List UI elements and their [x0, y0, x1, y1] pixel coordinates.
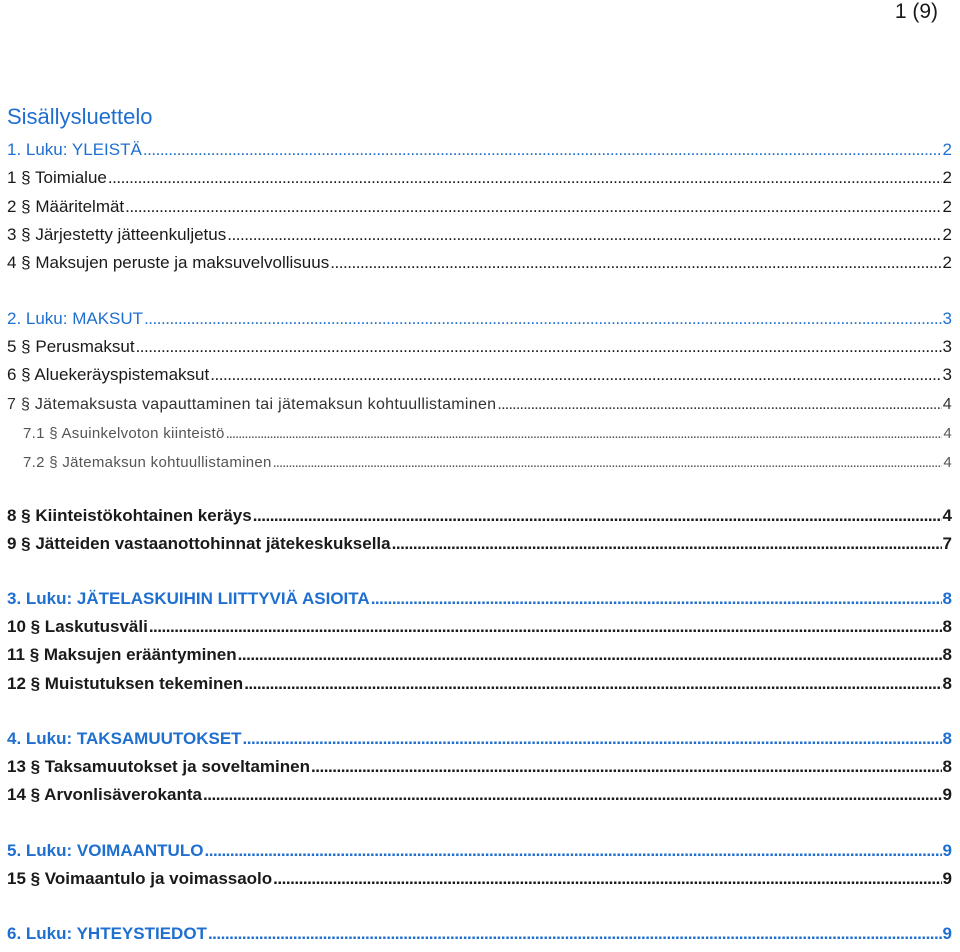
toc-entry-page: 9 [942, 785, 952, 804]
toc-leader-dots [273, 454, 943, 471]
toc-leader-dots [108, 168, 942, 188]
toc-leader-dots [149, 617, 942, 637]
toc-entry-page: 3 [942, 365, 952, 384]
toc-leader-dots [208, 924, 942, 944]
toc-leader-dots [125, 197, 941, 217]
toc-entry[interactable] [7, 331, 952, 357]
toc-entry[interactable] [7, 162, 952, 188]
toc-leader-dots [143, 140, 942, 160]
toc-entry-page: 4 [942, 396, 952, 413]
toc-entry[interactable] [7, 723, 952, 749]
toc-entry-label: 7.2 § Jätemaksun kohtuullistaminen [23, 454, 272, 471]
toc-entry[interactable] [7, 835, 952, 861]
toc-entry-page: 8 [942, 674, 952, 693]
toc-leader-dots [392, 534, 942, 554]
toc-leader-dots [227, 225, 941, 245]
toc-entry-page: 2 [942, 197, 952, 216]
toc-entry-label: 15 § Voimaantulo ja voimassaolo [7, 869, 273, 888]
toc-entry[interactable] [7, 500, 952, 526]
toc-entry-page: 8 [942, 617, 952, 636]
toc-entry[interactable] [7, 863, 952, 889]
toc-leader-dots [204, 841, 941, 861]
toc-entry[interactable] [7, 134, 952, 160]
page-number: 1 (9) [894, 0, 938, 23]
toc-entry[interactable] [7, 779, 952, 805]
toc-entry-label: 3. Luku: JÄTELASKUIHIN LIITTYVIÄ ASIOITA [7, 589, 370, 608]
toc-leader-dots [311, 757, 942, 777]
toc-entry-page: 2 [942, 253, 952, 272]
toc-entry-label: 2 § Määritelmät [7, 197, 125, 216]
toc-entry-label: 7.1 § Asuinkelvoton kiinteistö [23, 425, 225, 442]
toc-entry-page: 9 [942, 924, 952, 943]
toc-entry[interactable] [23, 416, 952, 442]
toc-entry-label: 4 § Maksujen peruste ja maksuvelvollisuus [7, 253, 330, 272]
toc-leader-dots [243, 729, 942, 749]
toc-entry-label: 9 § Jätteiden vastaanottohinnat jätekeskuksella [7, 534, 391, 553]
toc-entry-page: 3 [942, 309, 952, 328]
toc-entry-label: 14 § Arvonlisäverokanta [7, 785, 202, 804]
toc-leader-dots [273, 869, 941, 889]
toc-entry[interactable] [7, 751, 952, 777]
toc-entry[interactable] [7, 611, 952, 637]
toc-leader-dots [330, 253, 941, 273]
toc-entry[interactable] [7, 191, 952, 217]
toc-entry-page: 3 [942, 337, 952, 356]
toc-entry-page: 2 [942, 140, 952, 159]
toc-title: Sisällysluettelo [7, 104, 153, 129]
toc-entry[interactable] [7, 668, 952, 694]
toc-entry[interactable] [7, 918, 952, 944]
toc-leader-dots [238, 645, 942, 665]
toc-entry-label: 13 § Taksamuutokset ja soveltaminen [7, 757, 310, 776]
toc-entry[interactable] [7, 303, 952, 329]
toc-entry-label: 12 § Muistutuksen tekeminen [7, 674, 244, 693]
toc-entry-page: 8 [942, 757, 952, 776]
toc-entry-label: 5. Luku: VOIMAANTULO [7, 841, 204, 860]
toc-entry-label: 6. Luku: YHTEYSTIEDOT [7, 924, 207, 943]
toc-entry[interactable] [7, 219, 952, 245]
toc-entry-page: 2 [942, 225, 952, 244]
toc-entry-label: 2. Luku: MAKSUT [7, 309, 144, 328]
toc-leader-dots [203, 785, 942, 805]
toc-leader-dots [497, 396, 941, 414]
toc-entry-page: 8 [942, 645, 952, 664]
toc-entry-label: 1. Luku: YLEISTÄ [7, 140, 142, 159]
toc-entry-label: 8 § Kiinteistökohtainen keräys [7, 506, 252, 525]
toc-entry-page: 9 [942, 841, 952, 860]
toc-entry-label: 1 § Toimialue [7, 168, 107, 187]
toc-entry-label: 10 § Laskutusväli [7, 617, 148, 636]
toc-entry-page: 4 [943, 454, 952, 471]
toc-entry[interactable] [7, 583, 952, 609]
toc-entry[interactable] [7, 247, 952, 273]
toc-entry-page: 8 [942, 729, 952, 748]
toc-entry-page: 4 [943, 425, 952, 442]
toc-entry-label: 4. Luku: TAKSAMUUTOKSET [7, 729, 242, 748]
toc-leader-dots [210, 365, 941, 385]
toc-entry-label: 7 § Jätemaksusta vapauttaminen tai jätemaksun kohtuullistaminen [7, 396, 497, 413]
toc-entry[interactable] [7, 388, 952, 414]
toc-entry-label: 11 § Maksujen erääntyminen [7, 645, 237, 664]
toc-leader-dots [136, 337, 942, 357]
toc-entry-page: 8 [942, 589, 952, 608]
toc-leader-dots [244, 674, 941, 694]
toc-leader-dots [371, 589, 942, 609]
toc-entry[interactable] [7, 639, 952, 665]
toc-leader-dots [253, 506, 942, 526]
toc-entry[interactable] [23, 445, 952, 471]
toc-leader-dots [226, 425, 943, 442]
toc-entry[interactable] [7, 359, 952, 385]
toc-entry-page: 9 [942, 869, 952, 888]
toc-leader-dots [144, 309, 941, 329]
toc-entry-label: 5 § Perusmaksut [7, 337, 135, 356]
toc-entry-page: 7 [942, 534, 952, 553]
toc-entry-label: 6 § Aluekeräyspistemaksut [7, 365, 210, 384]
toc-entry[interactable] [7, 528, 952, 554]
toc-entry-label: 3 § Järjestetty jätteenkuljetus [7, 225, 227, 244]
toc-entry-page: 2 [942, 168, 952, 187]
toc-entry-page: 4 [942, 506, 952, 525]
